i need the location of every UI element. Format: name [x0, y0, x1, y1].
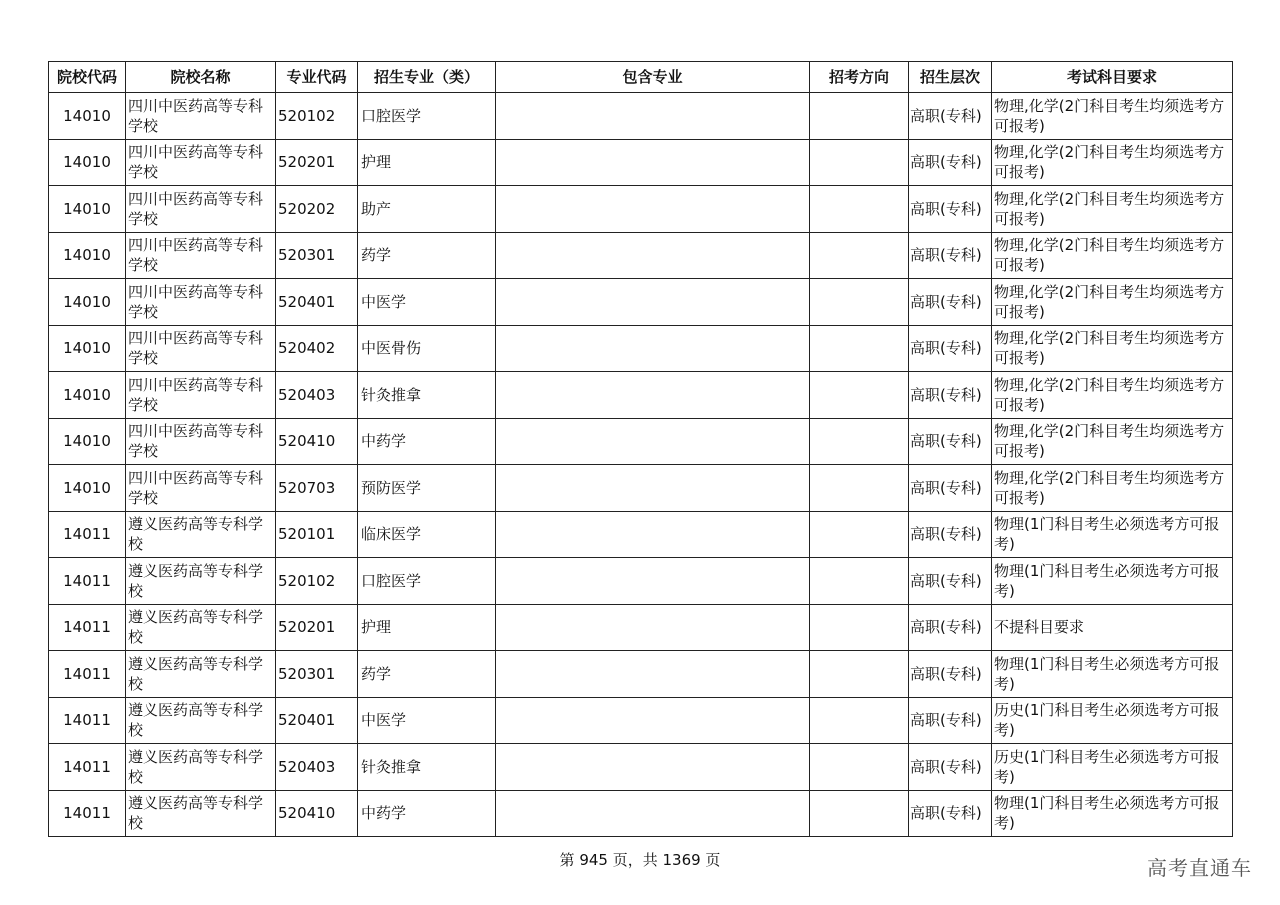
cell-included-majors [496, 511, 810, 558]
cell-major-code: 520410 [276, 418, 358, 465]
cell-direction [810, 93, 909, 140]
cell-major: 临床医学 [358, 511, 496, 558]
cell-school-name: 遵义医药高等专科学校 [126, 744, 276, 791]
cell-major: 中药学 [358, 418, 496, 465]
cell-level: 高职(专科) [909, 511, 992, 558]
cell-school-name: 四川中医药高等专科学校 [126, 325, 276, 372]
cell-direction [810, 465, 909, 512]
cell-requirement: 物理,化学(2门科目考生均须选考方可报考) [992, 418, 1233, 465]
cell-major-code: 520202 [276, 186, 358, 233]
cell-major: 口腔医学 [358, 558, 496, 605]
table-row [49, 372, 1233, 419]
cell-major-code: 520102 [276, 93, 358, 140]
table-row [49, 186, 1233, 233]
cell-direction [810, 186, 909, 233]
cell-included-majors [496, 279, 810, 326]
cell-school-code: 14011 [49, 790, 126, 837]
cell-school-name: 四川中医药高等专科学校 [126, 372, 276, 419]
header-school-code: 院校代码 [49, 62, 126, 93]
table-row [49, 232, 1233, 279]
cell-level: 高职(专科) [909, 790, 992, 837]
cell-included-majors [496, 139, 810, 186]
cell-direction [810, 139, 909, 186]
cell-major: 口腔医学 [358, 93, 496, 140]
cell-major-code: 520102 [276, 558, 358, 605]
table-row [49, 604, 1233, 651]
cell-school-code: 14010 [49, 279, 126, 326]
cell-school-name: 遵义医药高等专科学校 [126, 511, 276, 558]
cell-school-code: 14011 [49, 558, 126, 605]
cell-included-majors [496, 790, 810, 837]
cell-level: 高职(专科) [909, 93, 992, 140]
cell-direction [810, 697, 909, 744]
cell-direction [810, 558, 909, 605]
cell-requirement: 历史(1门科目考生必须选考方可报考) [992, 697, 1233, 744]
header-major-code: 专业代码 [276, 62, 358, 93]
cell-requirement: 物理(1门科目考生必须选考方可报考) [992, 651, 1233, 698]
cell-requirement: 物理(1门科目考生必须选考方可报考) [992, 558, 1233, 605]
cell-school-code: 14011 [49, 697, 126, 744]
cell-direction [810, 790, 909, 837]
cell-major-code: 520703 [276, 465, 358, 512]
cell-level: 高职(专科) [909, 697, 992, 744]
table-header-row [49, 62, 1233, 93]
cell-school-name: 四川中医药高等专科学校 [126, 139, 276, 186]
cell-direction [810, 511, 909, 558]
cell-level: 高职(专科) [909, 232, 992, 279]
cell-requirement: 物理(1门科目考生必须选考方可报考) [992, 790, 1233, 837]
cell-level: 高职(专科) [909, 558, 992, 605]
cell-included-majors [496, 744, 810, 791]
cell-major-code: 520401 [276, 279, 358, 326]
cell-school-name: 遵义医药高等专科学校 [126, 697, 276, 744]
cell-direction [810, 744, 909, 791]
cell-level: 高职(专科) [909, 744, 992, 791]
cell-school-code: 14010 [49, 93, 126, 140]
header-direction: 招考方向 [810, 62, 909, 93]
cell-school-name: 遵义医药高等专科学校 [126, 604, 276, 651]
cell-direction [810, 418, 909, 465]
cell-major-code: 520301 [276, 232, 358, 279]
cell-level: 高职(专科) [909, 604, 992, 651]
cell-level: 高职(专科) [909, 279, 992, 326]
cell-school-name: 四川中医药高等专科学校 [126, 232, 276, 279]
cell-major: 助产 [358, 186, 496, 233]
cell-school-code: 14010 [49, 186, 126, 233]
table-row [49, 511, 1233, 558]
cell-school-name: 四川中医药高等专科学校 [126, 279, 276, 326]
cell-major: 中医学 [358, 697, 496, 744]
cell-school-code: 14011 [49, 604, 126, 651]
cell-major-code: 520403 [276, 744, 358, 791]
cell-included-majors [496, 604, 810, 651]
cell-school-code: 14010 [49, 418, 126, 465]
cell-school-code: 14010 [49, 465, 126, 512]
table-row [49, 790, 1233, 837]
cell-level: 高职(专科) [909, 325, 992, 372]
cell-requirement: 不提科目要求 [992, 604, 1233, 651]
table-row [49, 93, 1233, 140]
table-row [49, 465, 1233, 512]
cell-school-name: 遵义医药高等专科学校 [126, 651, 276, 698]
page-number: 第 945 页，共 1369 页 [559, 851, 721, 869]
cell-major-code: 520410 [276, 790, 358, 837]
cell-included-majors [496, 372, 810, 419]
cell-major: 针灸推拿 [358, 744, 496, 791]
cell-requirement: 物理,化学(2门科目考生均须选考方可报考) [992, 465, 1233, 512]
watermark-logo-text: 高考直通车 [1147, 856, 1252, 880]
header-requirement: 考试科目要求 [992, 62, 1233, 93]
header-major: 招生专业（类） [358, 62, 496, 93]
cell-major: 针灸推拿 [358, 372, 496, 419]
table-row [49, 418, 1233, 465]
header-school-name: 院校名称 [126, 62, 276, 93]
table-row [49, 558, 1233, 605]
cell-level: 高职(专科) [909, 418, 992, 465]
cell-requirement: 物理,化学(2门科目考生均须选考方可报考) [992, 279, 1233, 326]
cell-major-code: 520401 [276, 697, 358, 744]
cell-included-majors [496, 465, 810, 512]
cell-school-name: 四川中医药高等专科学校 [126, 465, 276, 512]
cell-school-name: 四川中医药高等专科学校 [126, 186, 276, 233]
cell-requirement: 物理,化学(2门科目考生均须选考方可报考) [992, 93, 1233, 140]
cell-direction [810, 279, 909, 326]
cell-requirement: 历史(1门科目考生必须选考方可报考) [992, 744, 1233, 791]
cell-school-code: 14010 [49, 232, 126, 279]
table-row [49, 651, 1233, 698]
cell-included-majors [496, 697, 810, 744]
cell-level: 高职(专科) [909, 139, 992, 186]
cell-major: 护理 [358, 604, 496, 651]
cell-requirement: 物理,化学(2门科目考生均须选考方可报考) [992, 372, 1233, 419]
cell-school-code: 14010 [49, 325, 126, 372]
cell-requirement: 物理,化学(2门科目考生均须选考方可报考) [992, 232, 1233, 279]
cell-direction [810, 372, 909, 419]
header-level: 招生层次 [909, 62, 992, 93]
cell-included-majors [496, 418, 810, 465]
cell-level: 高职(专科) [909, 186, 992, 233]
cell-school-code: 14011 [49, 744, 126, 791]
cell-major: 预防医学 [358, 465, 496, 512]
table-row [49, 697, 1233, 744]
table-body [49, 93, 1233, 837]
cell-major-code: 520201 [276, 604, 358, 651]
cell-school-name: 遵义医药高等专科学校 [126, 558, 276, 605]
cell-level: 高职(专科) [909, 651, 992, 698]
table-row [49, 139, 1233, 186]
cell-included-majors [496, 186, 810, 233]
table-row [49, 325, 1233, 372]
cell-major: 中医骨伤 [358, 325, 496, 372]
cell-level: 高职(专科) [909, 465, 992, 512]
cell-school-name: 遵义医药高等专科学校 [126, 790, 276, 837]
table-row [49, 279, 1233, 326]
cell-included-majors [496, 651, 810, 698]
cell-major: 护理 [358, 139, 496, 186]
cell-major: 药学 [358, 232, 496, 279]
cell-major: 中药学 [358, 790, 496, 837]
cell-direction [810, 232, 909, 279]
cell-school-name: 四川中医药高等专科学校 [126, 93, 276, 140]
cell-requirement: 物理,化学(2门科目考生均须选考方可报考) [992, 186, 1233, 233]
table-row [49, 744, 1233, 791]
cell-included-majors [496, 558, 810, 605]
cell-included-majors [496, 325, 810, 372]
cell-major: 药学 [358, 651, 496, 698]
cell-major: 中医学 [358, 279, 496, 326]
cell-included-majors [496, 93, 810, 140]
cell-requirement: 物理(1门科目考生必须选考方可报考) [992, 511, 1233, 558]
cell-major-code: 520101 [276, 511, 358, 558]
cell-direction [810, 325, 909, 372]
cell-requirement: 物理,化学(2门科目考生均须选考方可报考) [992, 325, 1233, 372]
cell-school-code: 14011 [49, 511, 126, 558]
cell-requirement: 物理,化学(2门科目考生均须选考方可报考) [992, 139, 1233, 186]
header-included-majors: 包含专业 [496, 62, 810, 93]
cell-school-code: 14010 [49, 372, 126, 419]
cell-school-code: 14011 [49, 651, 126, 698]
cell-school-code: 14010 [49, 139, 126, 186]
cell-school-name: 四川中医药高等专科学校 [126, 418, 276, 465]
cell-direction [810, 604, 909, 651]
cell-major-code: 520201 [276, 139, 358, 186]
cell-included-majors [496, 232, 810, 279]
cell-level: 高职(专科) [909, 372, 992, 419]
admissions-table [48, 61, 1233, 837]
cell-major-code: 520403 [276, 372, 358, 419]
cell-major-code: 520402 [276, 325, 358, 372]
cell-major-code: 520301 [276, 651, 358, 698]
cell-direction [810, 651, 909, 698]
